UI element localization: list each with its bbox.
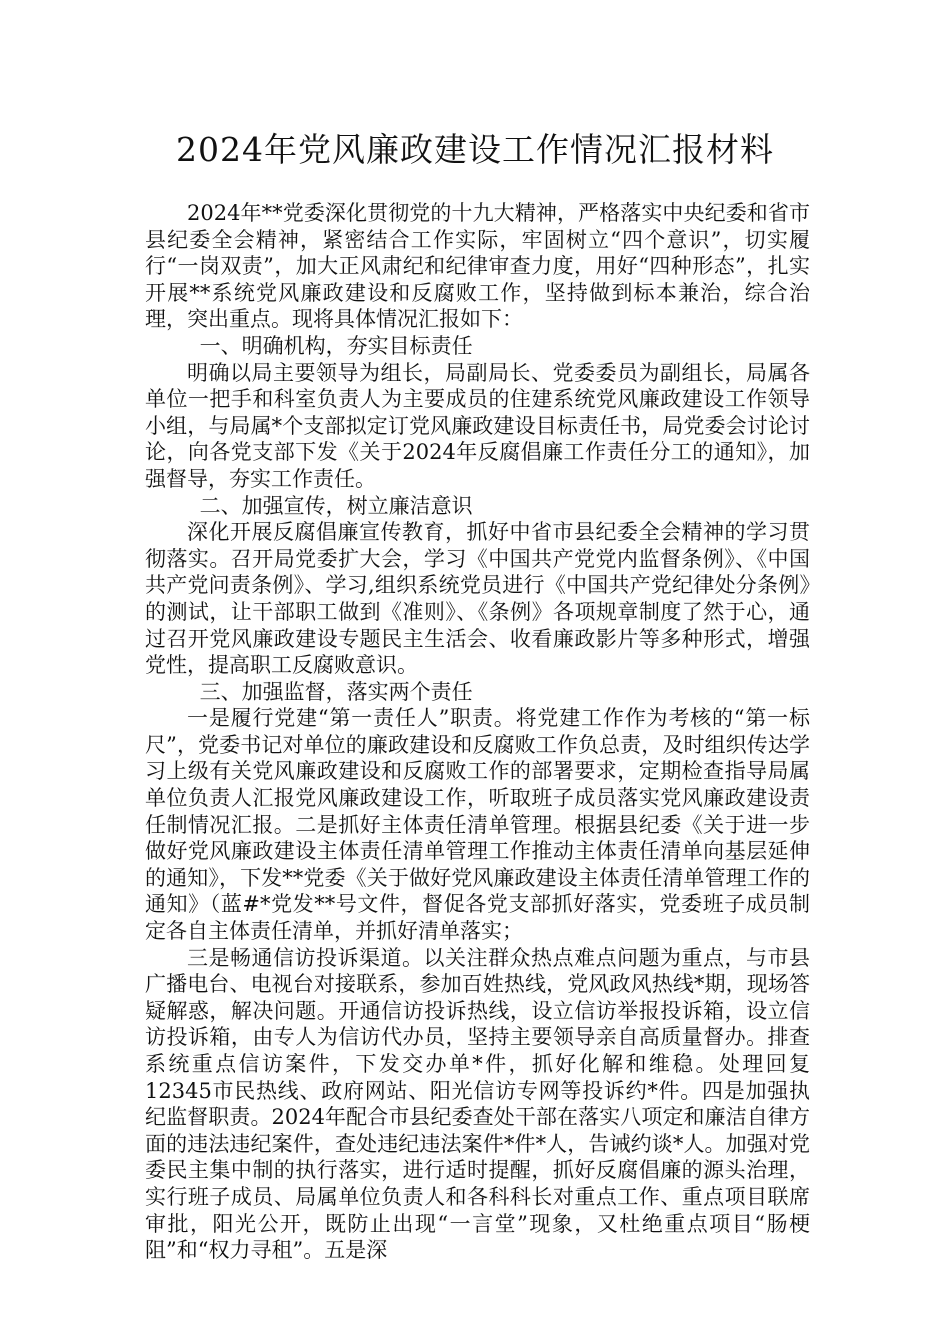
intro-paragraph: 2024年**党委深化贯彻党的十九大精神，严格落实中央纪委和省市县纪委全会精神，紧密结合工作实际，牢固树立“四个意识”，切实履行“一岗双责”，加大正风肃纪和纪律审查力度，用好“四种形态”，扎实开展**系统党风廉政建设和反腐败工作，坚持做到标本兼治，综合治理，突出重点。现将具体情况汇报如下： — [145, 201, 810, 332]
section-heading-1: 一、明确机构，夯实目标责任 — [199, 333, 473, 358]
section-paragraph-3a: 一是履行党建“第一责任人”职责。将党建工作作为考核的“第一标尺”，党委书记对单位的廉政建设和反腐败工作负总责，及时组织传达学习上级有关党风廉政建设和反腐败工作的部署要求，定期检查指导局属单位负责人汇报党风廉政建设工作，听取班子成员落实党风廉政建设责任制情况汇报。二是抓好主体责任清单管理。根据县纪委《关于进一步做好党风廉政建设主体责任清单管理工作推动主体责任清单向基层延伸的通知》，下发**党委《关于做好党风廉政建设主体责任清单管理工作的通知》（蓝#*党发**号文件，督促各党支部抓好落实，党委班子成员制定各自主体责任清单，并抓好清单落实； — [145, 706, 810, 944]
document-title: 2024年党风廉政建设工作情况汇报材料 — [176, 130, 774, 169]
section-paragraph-3b: 三是畅通信访投诉渠道。以关注群众热点难点问题为重点，与市县广播电台、电视台对接联系，参加百姓热线，党风政风热线*期，现场答疑解惑，解决问题。开通信访投诉热线，设立信访举报投诉箱，设立信访投诉箱，由专人为信访代办员，坚持主要领导亲自高质量督办。排查系统重点信访案件，下发交办单*件，抓好化解和维稳。处理回复12345市民热线、政府网站、阳光信访专网等投诉约*件。四是加强执纪监督职责。2024年配合市县纪委查处干部在落实八项定和廉洁自律方面的违法违纪案件，查处违纪违法案件*件*人，告诫约谈*人。加强对党委民主集中制的执行落实，进行适时提醒，抓好反腐倡廉的源头治理，实行班子成员、局属单位负责人和各科科长对重点工作、重点项目联席审批，阳光公开，既防止出现“一言堂”现象，又杜绝重点项目“肠梗阻”和“权力寻租”。五是深 — [145, 945, 810, 1263]
section-heading-3: 三、加强监督，落实两个责任 — [199, 679, 473, 704]
section-paragraph-2: 深化开展反腐倡廉宣传教育，抓好中省市县纪委全会精神的学习贯彻落实。召开局党委扩大会，学习《中国共产党党内监督条例》、《中国共产党问责条例》、学习,组织系统党员进行《中国共产党纪律处分条例》的测试，让干部职工做到《准则》、《条例》各项规章制度了然于心，通过召开党风廉政建设专题民主生活会、收看廉政影片等多种形式，增强党性，提高职工反腐败意识。 — [145, 520, 810, 678]
section-heading-2: 二、加强宣传，树立廉洁意识 — [199, 493, 473, 518]
document-body — [145, 200, 810, 1264]
section-paragraph-1: 明确以局主要领导为组长，局副局长、党委委员为副组长，局属各单位一把手和科室负责人为主要成员的住建系统党风廉政建设工作领导小组，与局属*个支部拟定订党风廉政建设目标责任书，局党委会讨论讨论，向各党支部下发《关于2024年反腐倡廉工作责任分工的通知》，加强督导，夯实工作责任。 — [145, 360, 810, 491]
